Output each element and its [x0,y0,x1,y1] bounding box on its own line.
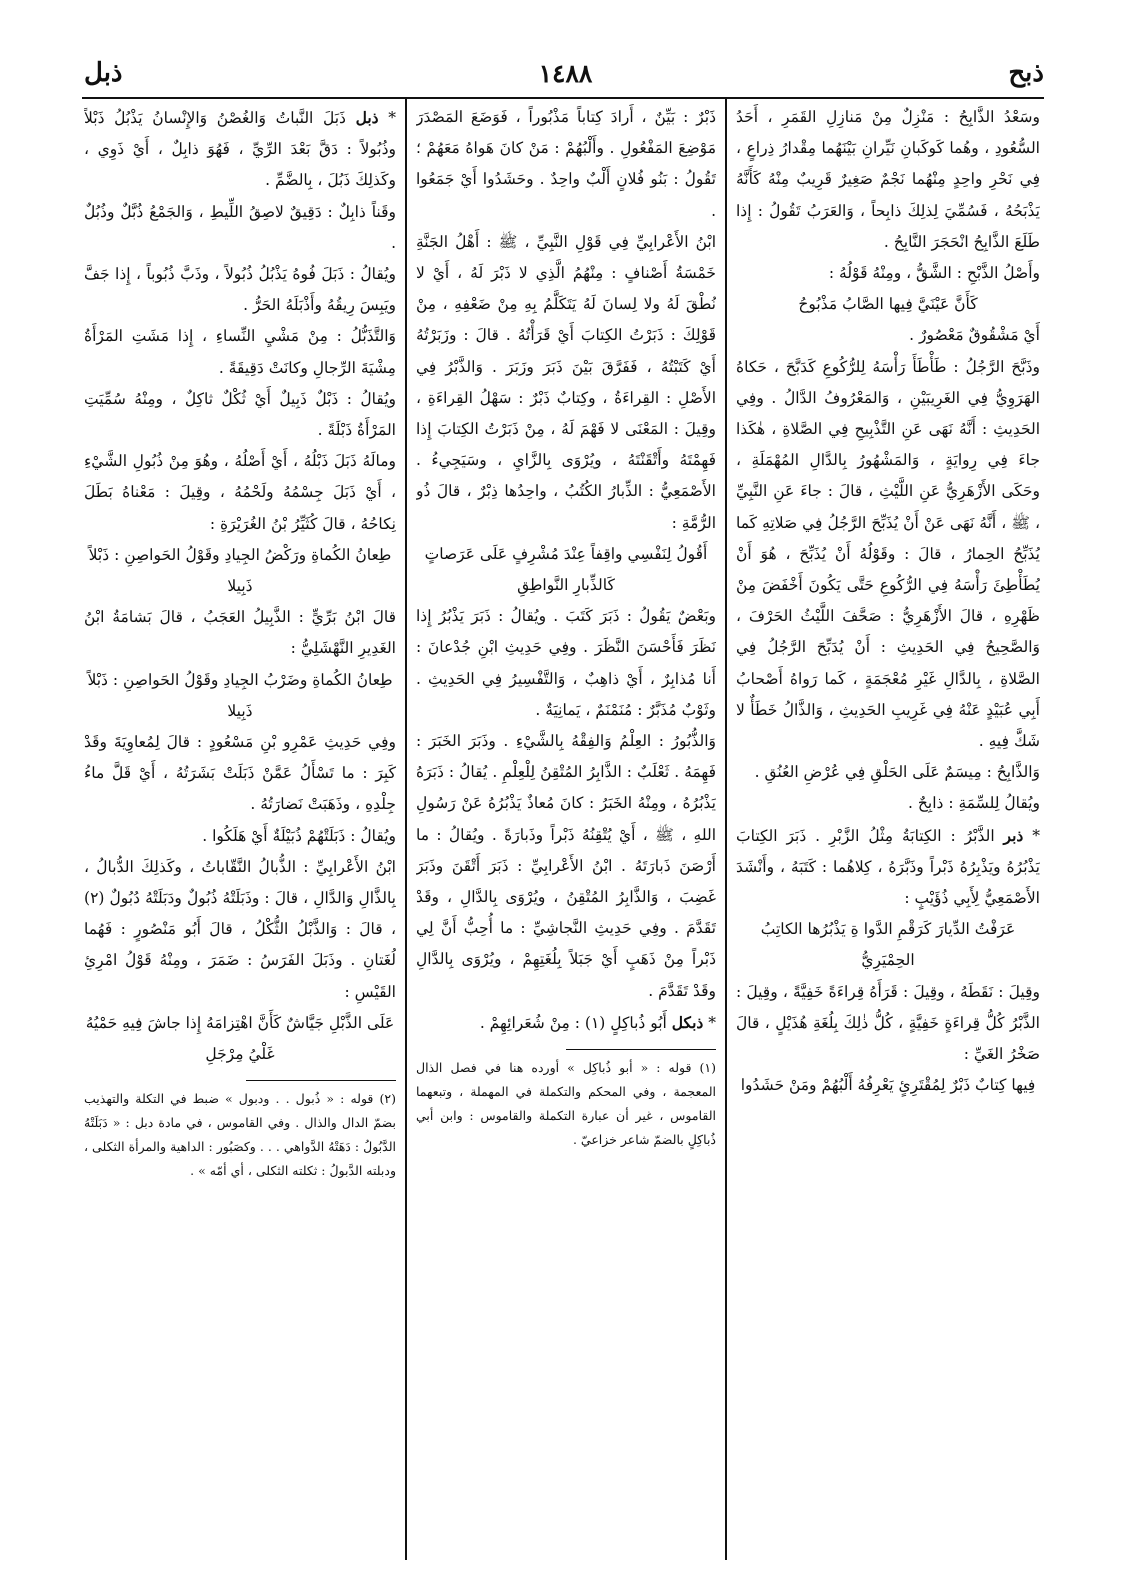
dictionary-entry [736,820,1040,915]
column-right [736,102,1040,1552]
footnote-separator [246,1080,396,1081]
paragraph: وَالذُّبُورُ : العِلْمُ وَالفِقْهُ بِالشَّيْءِ . وذَبَرَ الخَبَرَ : فَهِمَهُ . ثَعْلَبٌ : الذَّابِرُ المُتْقِنُ لِلْعِلْمِ . يُقالُ : ذَبَرَهُ يَذْبُرُهُ ، ومِنْهُ الخَبَرُ : كانَ مُعاذٌ يَذْبُرُهُ عَنْ رَسُولِ اللهِ ، ﷺ ، أَيْ يُتْقِنُهُ ذَبْراً وذَبارَةً . ويُقالُ : ما أَرْصَنَ ذَبارَتَهُ . ابْنُ الأَعْرابِيِّ : ذَبَرَ أَتْقَنَ وذَبَرَ غَضِبَ ، وَالذَّابِرُ المُتْقِنُ ، ويُرْوَى بِالدَّالِ ، وقَدْ تَقَدَّمَ . وفِي حَدِيثِ النَّجاشِيِّ : ما أُحِبُّ أَنَّ لِي ذَبْراً مِنْ ذَهَبٍ أَيْ جَبَلاً بِلُغَتِهِمْ ، ويُرْوَى بِالدَّالِ وقَدْ تَقَدَّمَ . [416,732,716,1000]
verse-line: عَلَى الذَّبْلِ جَيَّاشٌ كَأَنَّ اهْتِزامَهُ إِذا جاشَ فِيهِ حَمْيُهُ غَلْيُ مِرْجَلِ [85,1013,395,1064]
paragraph: وقِيلَ : نَقَطَهُ ، وقِيلَ : قَرَأَهُ قِراءَةً خَفِيَّةً ، وقِيلَ : الذَّبْرُ كُلُّ قِراءَةٍ خَفِيَّةٍ ، كُلُّ ذٰلِكَ بِلُغَةِ هُذَيْلٍ ، قالَ صَخْرُ الغَيِّ : [736,982,1040,1064]
paragraph: ذَبْرٌ : بَيِّنٌ ، أَرادَ كِتاباً مَذْبُوراً ، فَوَضَعَ المَصْدَرَ مَوْضِعَ المَفْعُولِ . وأَلْبُهُمْ : مَنْ كانَ هَواهُ مَعَهُمْ ؛ تَقُولُ : بَنُو فُلانٍ أَلْبٌ واحِدٌ . وحَشَدُوا أَيْ جَمَعُوا . [416,108,716,220]
verse-line: طِعانُ الكُماةِ ورَكْضُ الجِيادِ وقَوْلُ الحَواصِنِ : ذَبْلاً ذَبِيلا [88,545,392,596]
entry-marker: * [1023,826,1040,845]
column-left [84,102,396,1552]
column-middle-body [416,102,716,1039]
paragraph: أَيْ مَشْقُوقٌ مَعْصُورٌ . [909,326,1040,345]
header-root-left: ذبل [84,58,123,88]
paragraph: ويُقالُ لِلسِّمَةِ : ذابِحٌ . [908,794,1040,813]
entry-text: أَبُو ذُباكِلٍ (١) : مِنْ شُعَرائِهِمْ . [479,1013,667,1032]
paragraph: وذَبَّحَ الرَّجُلُ : طَأْطَأَ رَأْسَهُ لِلرُّكُوعِ كَدَبَّحَ ، حَكاهُ الهَرَوِيُّ فِي الغَرِيبَيْنِ ، وَالمَعْرُوفُ الدَّالُ . وفِي الحَدِيثِ : أَنَّهُ نَهَى عَنِ التَّذْبِيحِ فِي الصَّلاةِ ، هٰكَذا جاءَ فِي رِوايَةٍ ، وَالمَشْهُورُ بِالدَّالِ المُهْمَلَةِ ، وحَكَى الأَزْهَرِيُّ عَنِ اللَّيْثِ ، قالَ : جاءَ عَنِ النَّبِيِّ ، ﷺ ، أَنَّهُ نَهَى عَنْ أَنْ يُذَبِّحَ الرَّجُلُ فِي صَلاتِهِ كَما يُذَبِّحُ الحِمارُ ، قالَ : وقَوْلُهُ أَنْ يُذَبِّحَ ، هُوَ أَنْ يُطَأْطِئَ رَأْسَهُ فِي الرُّكُوعِ حَتَّى يَكُونَ أَخْفَضَ مِنْ ظَهْرِهِ ، قالَ الأَزْهَرِيُّ : صَحَّفَ اللَّيْثُ الحَرْفَ ، وَالصَّحِيحُ فِي الحَدِيثِ : أَنْ يُدَبِّحَ الرَّجُلُ فِي الصَّلاةِ ، بِالدَّالِ غَيْرِ مُعْجَمَةٍ ، كَما رَواهُ أَصْحابُ أَبِي عُبَيْدٍ عَنْهُ فِي غَرِيبِ الحَدِيثِ ، وَالذَّالُ خَطَأٌ لا شَكَّ فِيهِ . [736,357,1040,751]
paragraph: وفِي حَدِيثِ عَمْرِو بْنِ مَسْعُودٍ : قالَ لِمُعاوِيَةَ وقَدْ كَبِرَ : ما تَسْأَلُ عَمَّنْ ذَبَلَتْ بَشَرَتُهُ ، أَيْ قَلَّ ماءُ جِلْدِهِ ، وذَهَبَتْ نَضارَتُهُ . [84,733,396,814]
header-rule [82,97,1044,99]
page-number: ١٤٨٨ [538,58,593,88]
column-left-body [84,102,396,1070]
header-root-right: ذبح [1008,58,1044,88]
paragraph: وبَعْضٌ يَقُولُ : ذَبَرَ كَتَبَ . ويُقالُ : ذَبَرَ يَذْبُرُ إِذا نَظَرَ فَأَحْسَنَ النَّظَرَ . وفِي حَدِيثِ ابْنِ جُدْعانَ : أَنا مُذابِرٌ ، أَيْ ذاهِبٌ ، وَالتَّفْسِيرُ فِي الحَدِيثِ . وثَوْبٌ مُذَبَّرٌ : مُنَمْنَمٌ ، يَمانِيَةٌ . [416,607,716,719]
dictionary-entry [84,102,396,197]
paragraph: ابْنُ الأَعْرابِيِّ فِي قَوْلِ النَّبِيِّ ، ﷺ : أَهْلُ الجَنَّةِ خَمْسَةُ أَصْنافٍ : مِنْهُمُ الَّذِي لا ذَبْرَ لَهُ ، أَيْ لا نُطْقَ لَهُ ولا لِسانَ لَهُ يَتَكَلَّمُ بِهِ مِنْ ضَعْفِهِ ، مِنْ قَوْلِكَ : ذَبَرْتُ الكِتابَ أَيْ قَرَأْتُهُ . قالَ : وزَبَرْتُهُ أَيْ كَتَبْتُهُ ، فَفَرَّقَ بَيْنَ ذَبَرَ وزَبَرَ . وَالذَّبْرُ فِي الأَصْلِ : القِراءَةُ ، وكِتابٌ ذَبْرٌ : سَهْلُ القِراءَةِ ، وقِيلَ : المَعْنَى لا فَهْمَ لَهُ ، مِنْ ذَبَرْتُ الكِتابَ إِذا فَهِمْتَهُ وأَتْقَنْتَهُ ، ويُرْوَى بِالزَّايِ ، وسَيَجِيءُ . الأَصْمَعِيُّ : الذِّبارُ الكُتُبُ ، واحِدُها ذِبْرٌ ، قالَ ذُو الرُّمَّةِ : [416,232,716,532]
verse-line: عَرَفْتُ الدِّيارَ كَرَقْمِ الدَّوا ةِ يَذْبُرُها الكاتِبُ الحِمْيَرِيُّ [760,920,1016,970]
paragraph: وَالتَّذَبُّلُ : مِنْ مَشْيِ النِّساءِ ، إِذا مَشَتِ المَرْأَةُ مِشْيَةَ الرِّجالِ وكانَتْ دَقِيقَةً . [84,327,396,377]
paragraph: وأَصْلُ الذَّبْحِ : الشَّقُّ ، ومِنْهُ قَوْلُهُ : [828,264,1040,283]
entry-headword: ذبل [355,108,379,127]
paragraph: وقَناً ذابِلٌ : دَقِيقٌ لاصِقُ اللِّيطِ ، وَالجَمْعُ ذُبَّلٌ وذُبُلٌ . [84,202,396,252]
verse-line: أَقُولُ لِنَفْسِي واقِفاً عِنْدَ مُشْرِفٍ عَلَى عَرَصاتٍ كَالذِّبارِ النَّواطِقِ [424,544,708,595]
verse-line: طِعانُ الكُماةِ وضَرْبُ الجِيادِ وقَوْلُ الحَواصِنِ : ذَبْلاً ذَبِيلا [87,670,393,720]
entry-marker: * [378,109,396,127]
entry-headword: ذبكل [671,1012,704,1032]
footnote-middle: (١) قوله : « أبو ذُباكِل » أورده هنا في فصل الذال المعجمة ، وفي المحكم والتكملة في المهملة ، وتبعهما القاموس ، غير أن عبارة التكملة والقاموس : وابن أبي ذُباكِلٍ بالضمّ شاعر خزاعيّ . [416,1060,716,1148]
column-middle [416,102,716,1552]
paragraph: قالَ ابْنُ بَرِّيٍّ : الذَّبِيلُ العَجَبُ ، قالَ بَشامَةُ ابْنُ الغَدِيرِ النَّهْشَلِيُّ : [84,608,396,658]
footnote-separator [566,1049,716,1050]
verse-line: كَأَنَّ عَيْنَيَّ فِيها الصَّابُ مَذْبُوحُ [798,295,978,314]
column-divider-left [405,98,407,1560]
page-header [84,52,1044,94]
footnote-left: (٢) قوله : « ذُبول . . ودبول » ضبط في التكلة والتهذيب بضمّ الدال والذال . وفي القاموس ، في مادة دبل : « دَبَلَتْهُ الدَّبُولُ : دَهَتْهُ الدَّواهي . . . وكصَبُور : الداهية والمرأة الثكلى ، ودبلته الدَّبولُ : ثكلته الثكلى ، أي أمّه » . [84,1091,396,1179]
verse-line: فِيها كِتابٌ ذَبْرٌ لِمُقْتَرِئٍ يَعْرِفُهُ أَلْبُهُمْ ومَنْ حَشَدُوا [740,1076,1036,1095]
entry-text: الذَّبْرُ : الكِتابَةُ مِثْلُ الزَّبْرِ . ذَبَرَ الكِتابَ يَذْبُرُهُ ويَذْبِرُهُ ذَبْراً وذَبَّرَهُ ، كِلاهُما : كَتَبَهُ ، وأَنْشَدَ الأَصْمَعِيُّ لِأَبِي ذُؤَيْبٍ : [736,826,1040,908]
paragraph: ومالَهُ ذَبَلَ ذَبْلُهُ ، أَيْ أَصْلُهُ ، وهُوَ مِنْ ذُبُولِ الشَّيْءِ ، أَيْ ذَبَلَ جِسْمُهُ ولَحْمُهُ ، وقِيلَ : مَعْناهُ بَطَلَ نِكاحُهُ ، قالَ كُثَيِّرُ بْنُ الغُرَيْرَةِ : [84,452,396,533]
paragraph: ويُقالُ : ذَبَلَ فُوهُ يَذْبُلُ ذُبُولاً ، وذَبَّ ذُبُوباً ، إِذا جَفَّ ويَبِسَ رِيقُهُ وأَذْبَلَهُ الحَرُّ . [84,265,396,315]
entry-marker: * [703,1013,716,1032]
paragraph: ويُقالُ : ذَبْلٌ ذَبِيلٌ أَيْ ثُكْلٌ ثاكِلٌ ، ومِنْهُ سُمِّيَتِ المَرْأَةُ ذَبْلَةً . [84,389,396,440]
paragraph: ابْنُ الأَعْرابِيِّ : الذُّبالُ النَّقّاباتُ ، وكَذلِكَ الدُّبالُ ، بِالذَّالِ وَالدَّالِ ، قالَ : وذَبَلَتْهُ ذُبُولٌ ودَبَلَتْهُ دُبُولٌ (٢) ، قالَ : وَالذَّبْلُ الثُّكْلُ ، قالَ أَبُو مَنْصُورٍ : فَهُما لُغَتانِ . وذَبَلَ الفَرَسُ : ضَمَرَ ، ومِنْهُ قَوْلُ امْرِئِ القَيْسِ : [84,857,396,1001]
column-divider-right [725,98,727,1560]
paragraph: وَالذَّابِحُ : مِيسَمٌ عَلَى الحَلْقِ فِي عُرْضِ العُنُقِ . [754,763,1040,782]
paragraph: ويُقالُ : ذَبَلَتْهُمْ ذُبَيْلَةٌ أَيْ هَلَكُوا . [202,826,396,845]
dictionary-entry [416,1007,716,1039]
entry-text: ذَبَلَ النَّباتُ وَالغُصْنُ وَالإِنْسانُ يَذْبُلُ ذَبْلاً وذُبُولاً : دَقَّ بَعْدَ الرِّيِّ ، فَهُوَ ذابِلٌ ، أَيْ ذَوِي ، وكَذلِكَ ذَبُلَ ، بِالضَّمِّ . [84,109,396,190]
entry-headword: ذبر [1003,825,1024,845]
paragraph: وسَعْدُ الذَّابِحُ : مَنْزِلٌ مِنْ مَنازِلِ القَمَرِ ، أَحَدُ السُّعُودِ ، وهُما كَوكَبانِ نَيِّرانِ بَيْنَهُما مِقْدارُ ذِراعٍ ، فِي نَحْرِ واحِدٍ مِنْهُما نَجْمٌ صَغِيرٌ قَرِيبٌ مِنْهُ كَأَنَّهُ يَذْبَحُهُ ، فَسُمِّيَ لِذلِكَ ذابِحاً ، وَالعَرَبُ تَقُولُ : إِذا طَلَعَ الذَّابِحُ انْحَجَرَ النَّابِحُ . [736,108,1040,251]
